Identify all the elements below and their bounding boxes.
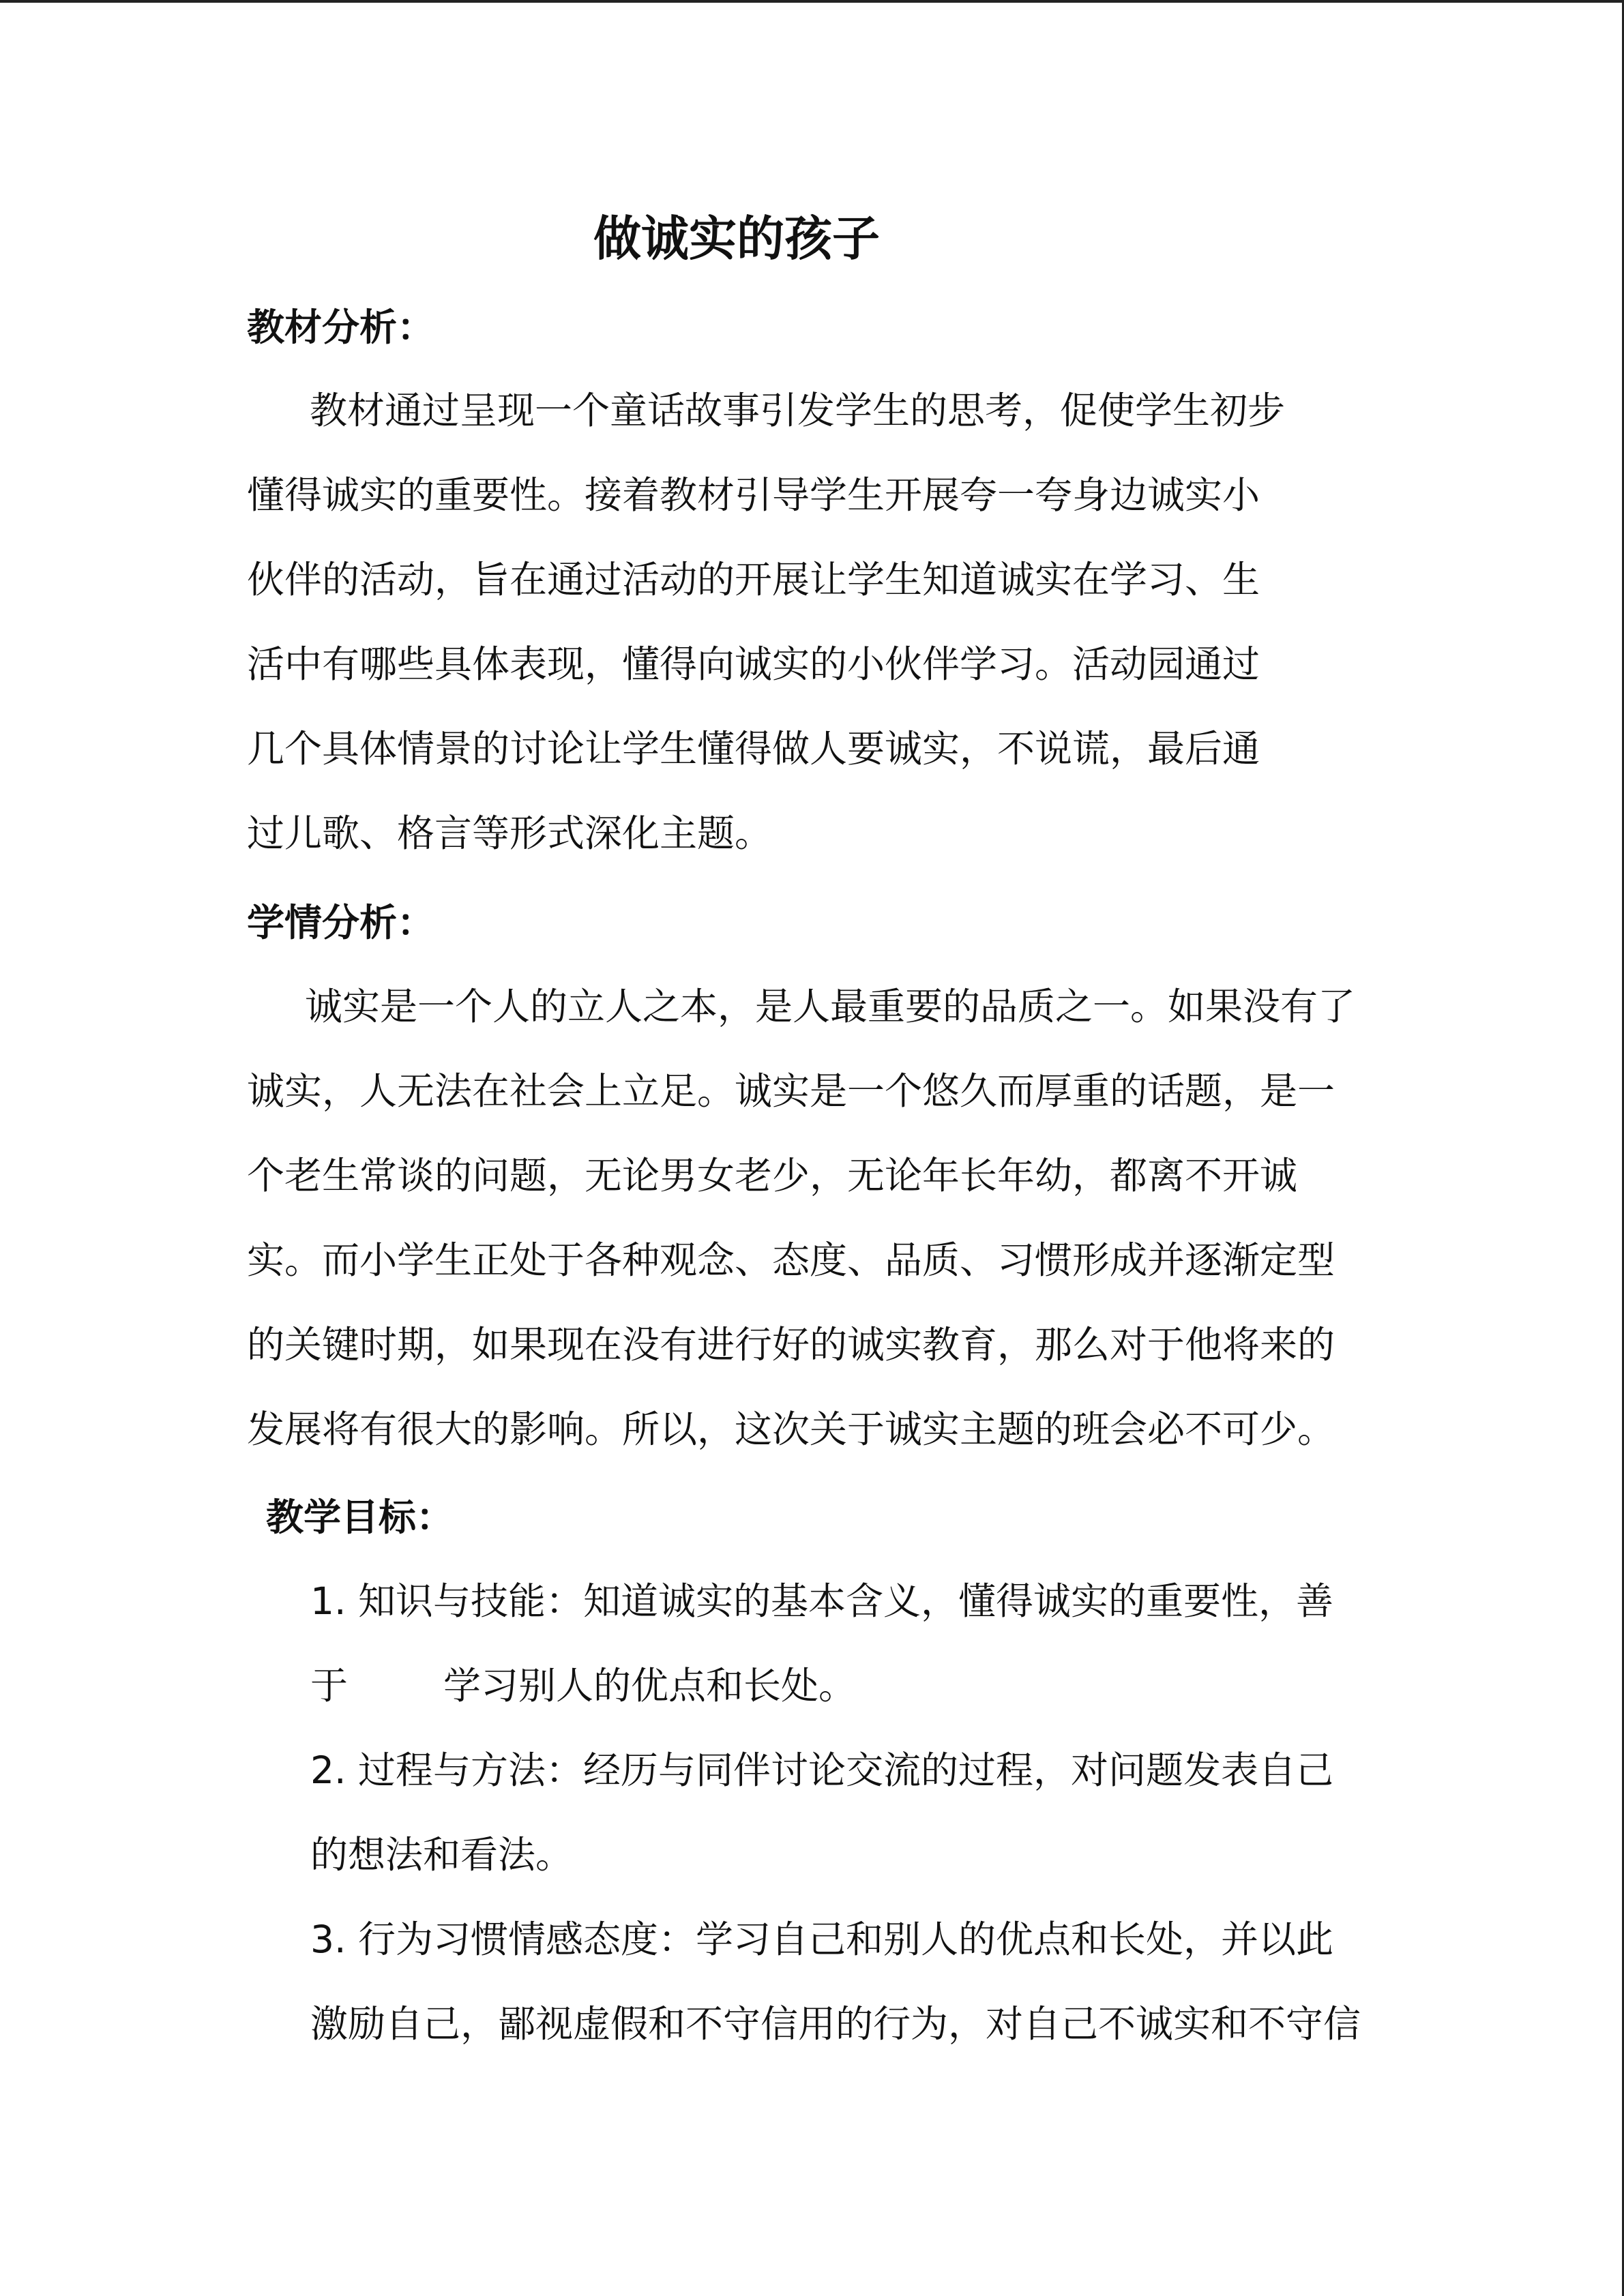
page-top-border [0,0,1624,3]
paragraph-line: 诚实是一个人的立人之本，是人最重要的品质之一。如果没有了 [305,985,1356,1028]
student-analysis-paragraph [247,964,1372,1472]
paragraph-line: 诚实，人无法在社会上立足。诚实是一个悠久而厚重的话题，是一 [247,1069,1335,1113]
objective-item-1-text-a: 于 [310,1664,349,1708]
paragraph-line: 个老生常谈的问题，无论男女老少，无论年长年幼，都离不开诚 [247,1154,1298,1197]
section-heading-student-analysis: 学情分析： [247,901,435,944]
paragraph-line: 过儿歌、格言等形式深化主题。 [247,811,773,855]
section-heading-teaching-objectives: 教学目标： [266,1495,454,1539]
document-title: 做诚实的孩子 [593,211,880,267]
objective-item-1-continuation [310,1643,1388,1728]
paragraph-line: 伙伴的活动，旨在通过活动的开展让学生知道诚实在学习、生 [247,558,1260,601]
section-heading-textbook-analysis: 教材分析： [247,305,435,349]
paragraph-line: 教材通过呈现一个童话故事引发学生的思考，促使学生初步 [310,389,1286,432]
objective-item-1-line: 1. 知识与技能：知道诚实的基本含义，懂得诚实的重要性，善 [310,1579,1333,1623]
objective-item-2-continuation: 的想法和看法。 [310,1833,574,1877]
paragraph-line: 实。而小学生正处于各种观念、态度、品质、习惯形成并逐渐定型 [247,1238,1335,1282]
paragraph-line: 几个具体情景的讨论让学生懂得做人要诚实，不说谎，最后通 [247,727,1260,771]
paragraph-line: 的关键时期，如果现在没有进行好的诚实教育，那么对于他将来的 [247,1323,1335,1367]
objective-item-1-text-b: 学习别人的优点和长处。 [443,1664,857,1708]
objective-item-2-line: 2. 过程与方法：经历与同伴讨论交流的过程，对问题发表自己 [310,1748,1333,1792]
textbook-analysis-paragraph [247,368,1372,876]
objective-item-3-line: 3. 行为习惯情感态度：学习自己和别人的优点和长处，并以此 [310,1918,1333,1961]
paragraph-line: 活中有哪些具体表现，懂得向诚实的小伙伴学习。活动园通过 [247,642,1260,686]
objective-item-3-continuation: 激励自己，鄙视虚假和不守信用的行为，对自己不诚实和不守信 [310,2002,1361,2046]
paragraph-line: 懂得诚实的重要性。接着教材引导学生开展夸一夸身边诚实小 [247,473,1260,517]
paragraph-line: 发展将有很大的影响。所以，这次关于诚实主题的班会必不可少。 [247,1407,1335,1451]
teaching-objectives-list [310,1559,1388,2066]
